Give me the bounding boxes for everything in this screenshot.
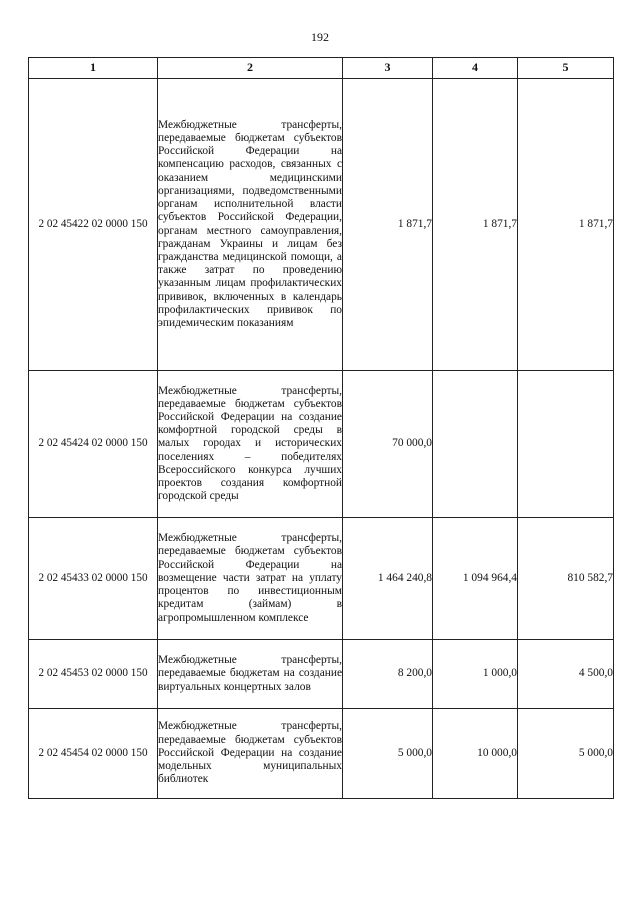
amount-col-5: 810 582,7 <box>518 518 614 640</box>
amount-col-3: 1 464 240,8 <box>343 518 433 640</box>
amount-col-5: 4 500,0 <box>518 640 614 709</box>
table-row <box>29 518 614 640</box>
budget-code: 2 02 45422 02 0000 150 <box>29 79 158 371</box>
amount-col-5: 5 000,0 <box>518 709 614 799</box>
transfer-description: Межбюджетные трансферты, передаваемые бюджетам субъектов Российской Федерации на создание комфортной городской среды в малых городах и исторических поселениях – победителях Всероссийского конкурса лучших проектов создания комфортной городской среды <box>158 371 343 518</box>
transfer-description: Межбюджетные трансферты, передаваемые бюджетам субъектов Российской Федерации на компенсацию расходов, связанных с оказанием медицинскими организациями, подведомственными органам исполнительной власти субъектов Российской Федерации, органам местного самоуправления, гражданам Украины и лицам без гражданства медицинской помощи, а также затрат по проведению указанным лицам профилактических прививок, включенных в календарь профилактических прививок по эпидемическим показаниям <box>158 79 343 371</box>
amount-col-4 <box>433 371 518 518</box>
amount-col-4: 1 000,0 <box>433 640 518 709</box>
header-col-4: 4 <box>433 58 518 79</box>
table-row <box>29 371 614 518</box>
page-number: 192 <box>311 30 329 44</box>
amount-col-4: 1 871,7 <box>433 79 518 371</box>
amount-col-3: 8 200,0 <box>343 640 433 709</box>
amount-col-5: 1 871,7 <box>518 79 614 371</box>
header-col-2: 2 <box>158 58 343 79</box>
budget-table <box>28 57 614 799</box>
budget-code: 2 02 45454 02 0000 150 <box>29 709 158 799</box>
header-col-3: 3 <box>343 58 433 79</box>
amount-col-3: 5 000,0 <box>343 709 433 799</box>
transfer-description: Межбюджетные трансферты, передаваемые бюджетам на создание виртуальных концертных залов <box>158 640 343 709</box>
budget-code: 2 02 45424 02 0000 150 <box>29 371 158 518</box>
amount-col-5 <box>518 371 614 518</box>
transfer-description: Межбюджетные трансферты, передаваемые бюджетам субъектов Российской Федерации на возмещение части затрат на уплату процентов по инвестиционным кредитам (займам) в агропромышленном комплексе <box>158 518 343 640</box>
amount-col-3: 1 871,7 <box>343 79 433 371</box>
transfer-description: Межбюджетные трансферты, передаваемые бюджетам субъектов Российской Федерации на создание модельных муниципальных библиотек <box>158 709 343 799</box>
header-col-1: 1 <box>29 58 158 79</box>
table-row <box>29 709 614 799</box>
table-row <box>29 640 614 709</box>
amount-col-3: 70 000,0 <box>343 371 433 518</box>
table-row <box>29 79 614 371</box>
budget-code: 2 02 45453 02 0000 150 <box>29 640 158 709</box>
budget-code: 2 02 45433 02 0000 150 <box>29 518 158 640</box>
header-col-5: 5 <box>518 58 614 79</box>
header-row <box>29 58 614 79</box>
amount-col-4: 10 000,0 <box>433 709 518 799</box>
amount-col-4: 1 094 964,4 <box>433 518 518 640</box>
